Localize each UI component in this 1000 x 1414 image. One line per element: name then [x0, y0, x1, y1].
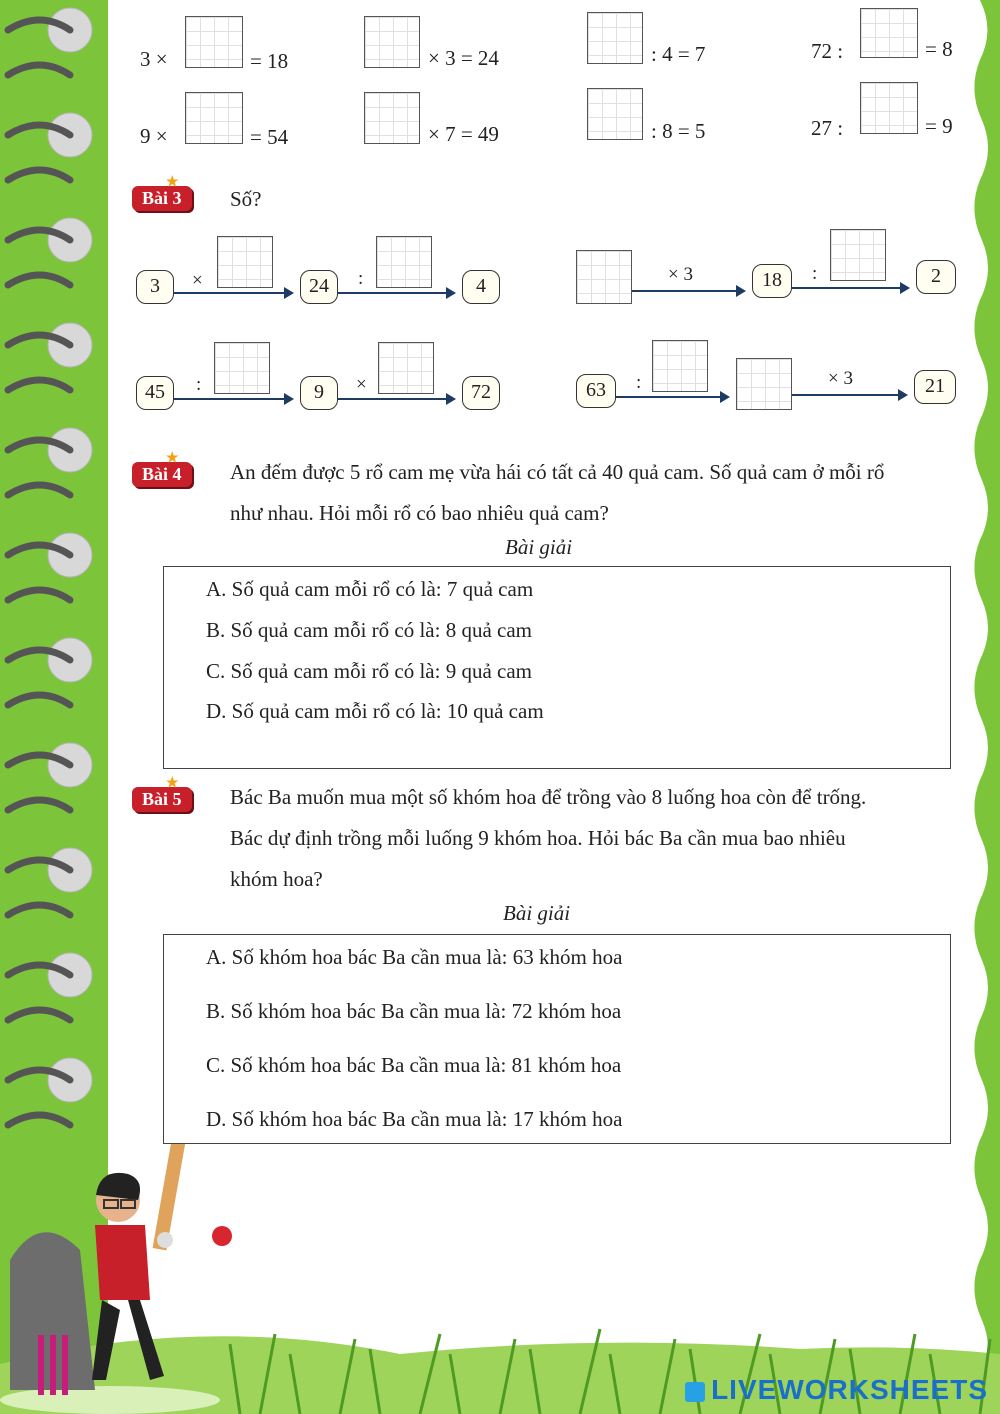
answer-option-d[interactable]: D. Số quả cam mỗi rổ có là: 10 quả cam [206, 699, 544, 723]
answer-box[interactable] [364, 92, 420, 144]
chain-operator: : [636, 372, 642, 393]
chain-node-mid: 9 [300, 376, 338, 410]
arrow-icon [792, 394, 906, 396]
chain-operator: : [812, 263, 818, 284]
answer-box[interactable] [185, 16, 243, 68]
equation-right-text: × 3 = 24 [428, 46, 499, 70]
arrow-icon [616, 396, 728, 398]
exercise-4-answer-box [163, 566, 951, 769]
arrow-icon [792, 287, 908, 289]
solution-caption: Bài giải [503, 901, 571, 925]
chain-node-end: 21 [914, 370, 956, 404]
chain-operator: : [196, 374, 202, 395]
exercise-5-badge [132, 776, 192, 812]
equation-right-text: = 9 [925, 114, 953, 138]
answer-box[interactable] [185, 92, 243, 144]
answer-box[interactable] [217, 236, 273, 288]
chain-node-start: 3 [136, 270, 174, 304]
equation-right-text: : 8 = 5 [651, 119, 706, 143]
answer-box[interactable] [652, 340, 708, 392]
solution-caption: Bài giải [505, 535, 573, 559]
question-line: Bác dự định trồng mỗi luống 9 khóm hoa. Hỏi bác Ba cần mua bao nhiêu [230, 826, 846, 850]
chain-operator: × [356, 374, 367, 395]
logo-icon [685, 1382, 705, 1402]
exercise-4-question [230, 452, 960, 534]
badge-label: Bài 5 [142, 789, 182, 809]
question-line: khóm hoa? [230, 867, 323, 891]
answer-box[interactable] [860, 8, 918, 58]
star-icon: ★ [166, 175, 179, 190]
logo-text: LIVEWORKSHEETS [711, 1374, 988, 1405]
exercise-5-question [230, 777, 960, 900]
equation-right-text: × 7 = 49 [428, 122, 499, 146]
equation-left-text: 3 × [140, 47, 168, 71]
answer-option-d[interactable]: D. Số khóm hoa bác Ba cần mua là: 17 khóm hoa [206, 1107, 623, 1131]
answer-box[interactable] [376, 236, 432, 288]
answer-option-c[interactable]: C. Số quả cam mỗi rổ có là: 9 quả cam [206, 659, 533, 683]
answer-box[interactable] [736, 358, 792, 410]
answer-option-a[interactable]: A. Số quả cam mỗi rổ có là: 7 quả cam [206, 577, 534, 601]
arrow-icon [174, 398, 292, 400]
question-line: An đếm được 5 rổ cam mẹ vừa hái có tất cả 40 quả cam. Số quả cam ở mỗi rổ [230, 460, 885, 484]
equation-right-text: = 8 [925, 37, 953, 61]
answer-box[interactable] [830, 229, 886, 281]
equation-right-text: = 18 [250, 49, 289, 73]
question-line: Bác Ba muốn mua một số khóm hoa để trồng vào 8 luống hoa còn để trống. [230, 785, 867, 809]
chain-node-end: 2 [916, 260, 956, 294]
chain-operator: × [192, 270, 203, 291]
answer-option-b[interactable]: B. Số khóm hoa bác Ba cần mua là: 72 khóm hoa [206, 999, 622, 1023]
liveworksheets-logo [685, 1374, 988, 1406]
answer-box[interactable] [214, 342, 270, 394]
answer-box[interactable] [364, 16, 420, 68]
badge-label: Bài 4 [142, 464, 182, 484]
answer-option-a[interactable]: A. Số khóm hoa bác Ba cần mua là: 63 khóm hoa [206, 945, 623, 969]
star-icon: ★ [166, 776, 179, 791]
answer-option-b[interactable]: B. Số quả cam mỗi rổ có là: 8 quả cam [206, 618, 533, 642]
answer-box[interactable] [576, 250, 632, 304]
arrow-icon [338, 292, 454, 294]
exercise-3-title: Số? [230, 187, 262, 211]
exercise-4-badge [132, 451, 192, 487]
equation-left-text: 72 : [811, 39, 844, 63]
exercise-5-answer-box [163, 934, 951, 1144]
answer-option-c[interactable]: C. Số khóm hoa bác Ba cần mua là: 81 khóm hoa [206, 1053, 622, 1077]
chain-node-end: 72 [462, 376, 500, 410]
chain-node-start: 45 [136, 376, 174, 410]
chain-node-mid: 24 [300, 270, 338, 304]
equation-right-text: : 4 = 7 [651, 42, 706, 66]
chain-node-end: 4 [462, 270, 500, 304]
arrow-icon [632, 290, 744, 292]
star-icon: ★ [166, 451, 179, 466]
arrow-icon [174, 292, 292, 294]
answer-box[interactable] [587, 12, 643, 64]
chain-node-start: 63 [576, 374, 616, 408]
question-line: như nhau. Hỏi mỗi rổ có bao nhiêu quả cam? [230, 501, 609, 525]
exercise-3-badge [132, 175, 192, 211]
arrow-icon [338, 398, 454, 400]
badge-label: Bài 3 [142, 188, 182, 208]
chain-node-mid: 18 [752, 264, 792, 298]
paper-wavy-edge [970, 0, 1000, 1414]
answer-box[interactable] [587, 88, 643, 140]
cricket-player-illustration [0, 1140, 240, 1414]
answer-box[interactable] [378, 342, 434, 394]
answer-box[interactable] [860, 82, 918, 134]
equation-left-text: 27 : [811, 116, 844, 140]
equation-left-text: 9 × [140, 124, 168, 148]
chain-operator: × 3 [668, 264, 693, 285]
equation-right-text: = 54 [250, 125, 289, 149]
chain-operator: × 3 [828, 368, 853, 389]
chain-operator: : [358, 268, 364, 289]
